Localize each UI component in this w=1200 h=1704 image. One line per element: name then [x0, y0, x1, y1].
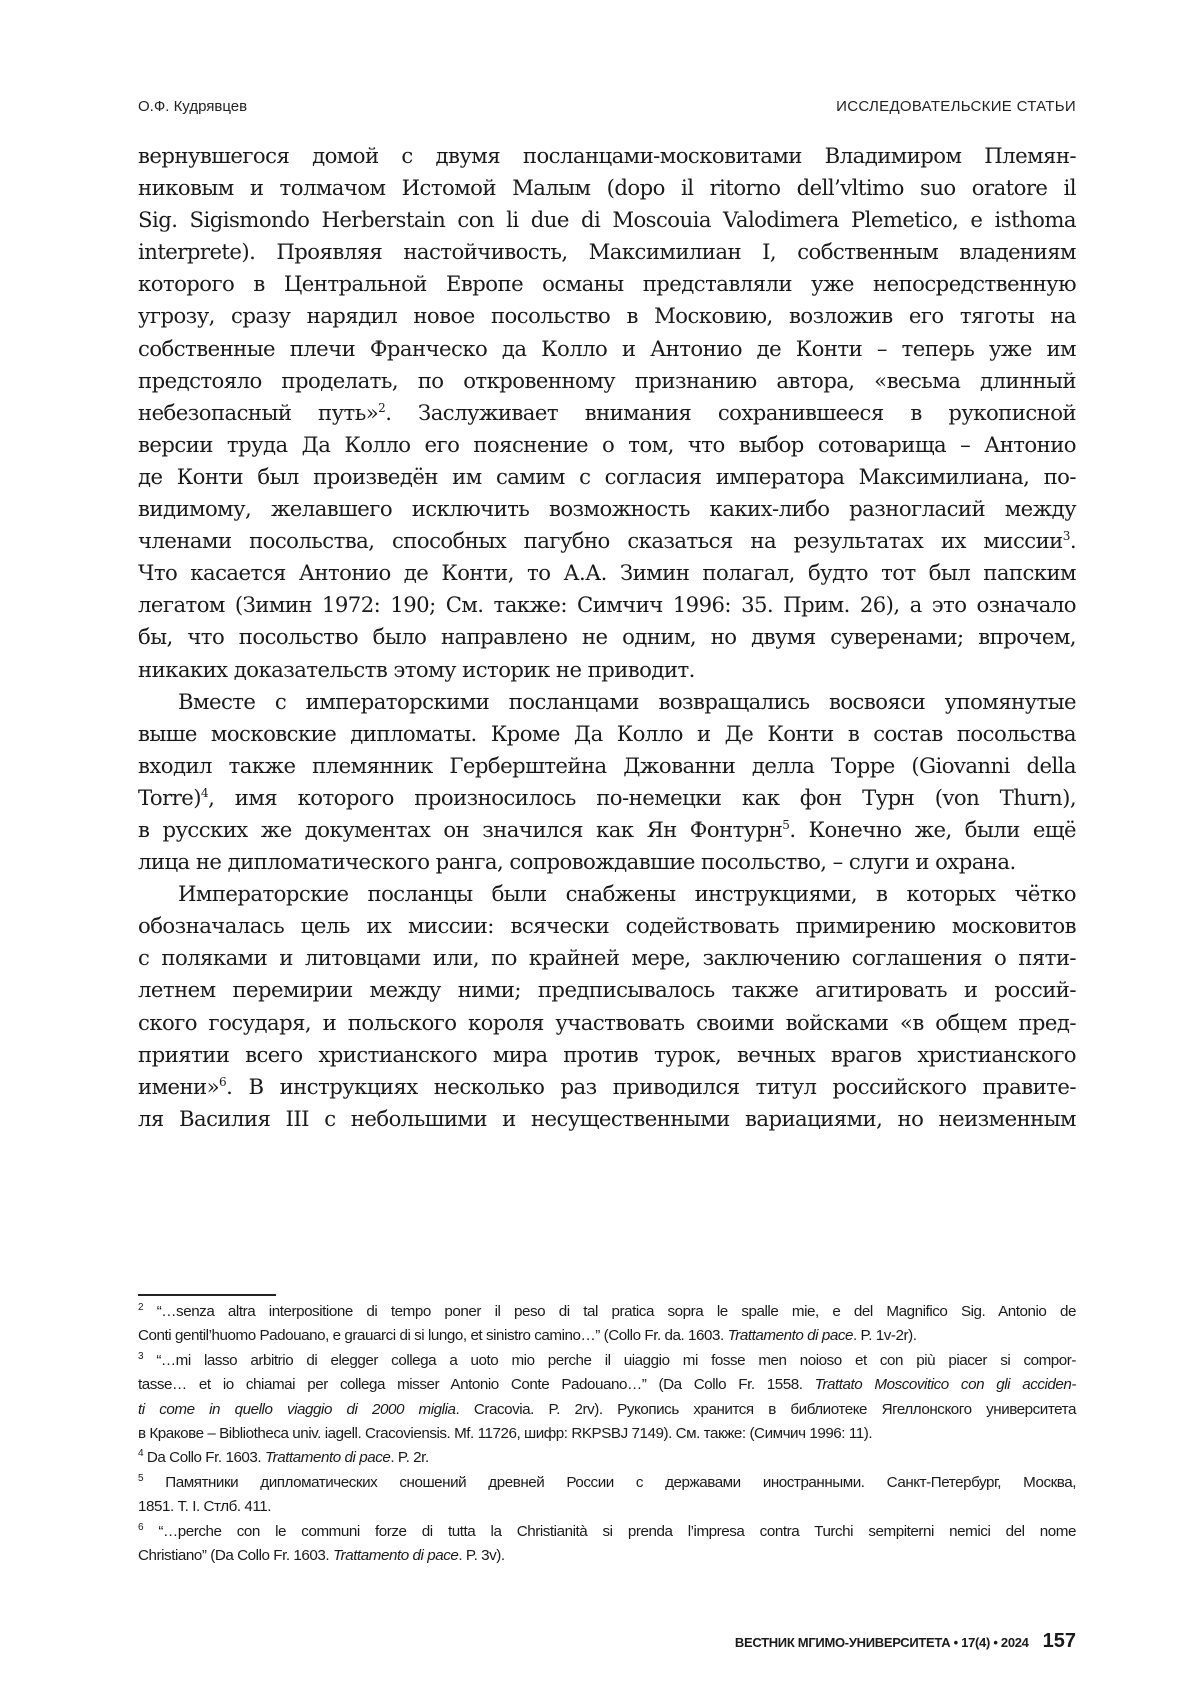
footnotes [138, 1300, 1076, 1568]
text-segment: имени» [138, 1074, 219, 1099]
body-line [138, 718, 1076, 750]
text-segment: “…mi lasso arbitrio di elegger collega a uoto mio perche il uiaggio mi fosse men noioso et con più piacer si compor- [143, 1352, 1076, 1369]
text-segment: никаких доказательств этому историк не приводит. [138, 657, 695, 682]
footnote-ref: 2 [138, 1302, 143, 1313]
text-segment: Императорские посланцы были снабжены инструкциями, в которых чётко [178, 881, 1076, 906]
text-segment: “…senza altra interpositione di tempo poner il peso di tal pratica sopra le spalle mie, e del Magnifico Sig. Antonio de [143, 1303, 1076, 1320]
text-segment: никовым и толмачом Истомой Малым (dopo il ritorno dell’vltimo suo oratore il [138, 175, 1076, 200]
text-segment: версии труда Да Колло его пояснение о том, что выбор сотоварища – Антонио [138, 432, 1076, 457]
text-segment: . В инструкциях несколько раз приводился титул российского правите- [226, 1074, 1076, 1099]
body-line [138, 236, 1076, 268]
body-line [138, 333, 1076, 365]
journal-name: ВЕСТНИК МГИМО-УНИВЕРСИТЕТА • 17(4) • 2024 [735, 1635, 1029, 1650]
body-line [138, 942, 1076, 974]
footnote-line [138, 1373, 1076, 1397]
text-segment: видимому, желавшего исключить возможность каких-либо разногласий между [138, 496, 1076, 521]
footnote-line [138, 1398, 1076, 1422]
text-segment: выше московские дипломаты. Кроме Да Колло и Де Конти в состав посольства [138, 721, 1076, 746]
page-number: 157 [1043, 1630, 1076, 1653]
footnote-ref: 4 [201, 786, 208, 800]
footnote-ref: 5 [138, 1473, 143, 1484]
text-segment: в русских же документах он значился как Ян Фонтурн [138, 817, 782, 842]
text-segment: . Cracovia. P. 2rv). Рукопись хранится в библиотеке Ягеллонского университета [456, 1401, 1077, 1418]
body-line [138, 814, 1076, 846]
text-segment: interprete). Проявляя настойчивость, Максимилиан I, собственным владениям [138, 239, 1076, 264]
text-segment: . P. 3v). [458, 1547, 504, 1564]
body-line [138, 846, 1076, 878]
body-line [138, 300, 1076, 332]
footnote-line [138, 1324, 1076, 1348]
footnote-line [138, 1544, 1076, 1568]
text-segment: . [1070, 528, 1076, 553]
text-segment: в Кракове – Bibliotheca univ. iagell. Cracoviensis. Mf. 11726, шифр: RKPSBJ 7149). См. также: (Симчич 1996: 11). [138, 1425, 872, 1442]
text-segment: ля Василия III с небольшими и несущественными вариациями, но неизменным [138, 1106, 1076, 1131]
running-header-author: О.Ф. Кудрявцев [138, 98, 247, 115]
body-line [138, 621, 1076, 653]
footnote-ref: 5 [782, 818, 789, 832]
page-footer [735, 1630, 1076, 1653]
footnote-divider [138, 1294, 276, 1296]
text-segment: членами посольства, способных пагубно сказаться на результатах их миссии [138, 528, 1063, 553]
footnote-ref: 6 [138, 1521, 143, 1532]
body-line [138, 172, 1076, 204]
text-segment: приятии всего христианского мира против турок, вечных врагов христианского [138, 1042, 1076, 1067]
body-line [138, 1103, 1076, 1135]
body-line [138, 140, 1076, 172]
body-line [138, 204, 1076, 236]
body-line [138, 525, 1076, 557]
text-segment: Trattato Moscovitico con gli acciden- [815, 1376, 1076, 1393]
text-segment: угрозу, сразу нарядил новое посольство в Московию, возложив его тяготы на [138, 303, 1076, 328]
text-segment: Sig. Sigismondo Herberstain con li due di Moscouia Valodimera Plemetico, e isthoma [138, 207, 1076, 232]
text-segment: Conti gentil’huomo Padouano, e grauarci di si lungo, et sinistro camino…” (Collo Fr. da. 1603. [138, 1327, 728, 1344]
footnote-line [138, 1495, 1076, 1519]
text-segment: небезопасный путь» [138, 400, 378, 425]
body-line [138, 429, 1076, 461]
footnote-ref: 4 [138, 1448, 143, 1459]
text-segment: , имя которого произносилось по-немецки как фон Турн (von Thurn), [208, 785, 1076, 810]
footnote-ref: 2 [378, 401, 385, 415]
body-line [138, 782, 1076, 814]
text-segment: летнем перемирии между ними; предписывалось также агитировать и россий- [138, 977, 1076, 1002]
text-segment: предстояло проделать, по откровенному признанию автора, «весьма длинный [138, 368, 1076, 393]
footnote-line [138, 1300, 1076, 1324]
text-segment: Trattamento di pace [728, 1327, 853, 1344]
text-segment: tasse… et io chiamai per collega misser Antonio Conte Padouano…” (Da Collo Fr. 1558. [138, 1376, 815, 1393]
text-segment: Torre) [138, 785, 201, 810]
text-segment: лица не дипломатического ранга, сопровождавшие посольство, – слуги и охрана. [138, 849, 1016, 874]
text-segment: легатом (Зимин 1972: 190; См. также: Симчич 1996: 35. Прим. 26), а это означало [138, 592, 1076, 617]
text-segment: Что касается Антонио де Конти, то А.А. Зимин полагал, будто тот был папским [138, 560, 1076, 585]
text-segment: . P. 2r. [390, 1449, 428, 1466]
footnote-line [138, 1349, 1076, 1373]
footnote-ref: 3 [1063, 529, 1070, 543]
footnote-line [138, 1471, 1076, 1495]
footnote-ref: 3 [138, 1351, 143, 1362]
body-line [138, 461, 1076, 493]
body-line [138, 493, 1076, 525]
body-line [138, 589, 1076, 621]
body-line [138, 365, 1076, 397]
text-segment: . P. 1v-2r). [853, 1327, 917, 1344]
text-segment: 1851. Т. I. Стлб. 411. [138, 1498, 271, 1515]
text-segment: с поляками и литовцами или, по крайней мере, заключению соглашения о пяти- [138, 945, 1076, 970]
body-line [138, 397, 1076, 429]
text-segment: Памятники дипломатических сношений древней России с державами иностранными. Санкт-Петербург, Москва, [143, 1474, 1076, 1491]
text-segment: . Конечно же, были ещё [789, 817, 1076, 842]
text-segment: собственные плечи Франческо да Колло и Антонио де Конти – теперь уже им [138, 336, 1076, 361]
text-segment: “…perche con le communi forze di tutta la Christianità si prenda l’impresa contra Turchi sempiterni nemici del nome [143, 1523, 1076, 1540]
body-line [138, 1007, 1076, 1039]
text-segment: де Конти был произведён им самим с согласия императора Максимилиана, по- [138, 464, 1076, 489]
text-segment: вернувшегося домой с двумя посланцами-московитами Владимиром Племян- [138, 143, 1076, 168]
text-segment: . Заслуживает внимания сохранившееся в рукописной [385, 400, 1076, 425]
text-segment: ti come in quello viaggio di 2000 miglia [138, 1401, 456, 1418]
running-header-section: ИССЛЕДОВАТЕЛЬСКИЕ СТАТЬИ [836, 98, 1076, 115]
body-line [138, 750, 1076, 782]
text-segment: Trattamento di pace [265, 1449, 390, 1466]
text-segment: которого в Центральной Европе османы представляли уже непосредственную [138, 271, 1076, 296]
body-line [138, 1039, 1076, 1071]
body-text [138, 140, 1076, 1135]
footnote-line [138, 1520, 1076, 1544]
text-segment: Вместе с императорскими посланцами возвращались восвояси упомянутые [178, 689, 1076, 714]
body-line [138, 686, 1076, 718]
text-segment: бы, что посольство было направлено не одним, но двумя суверенами; впрочем, [138, 624, 1076, 649]
text-segment: ского государя, и польского короля участвовать своими войсками «в общем пред- [138, 1010, 1076, 1035]
body-line [138, 557, 1076, 589]
footnote-line [138, 1446, 1076, 1470]
body-line [138, 910, 1076, 942]
text-segment: Da Collo Fr. 1603. [143, 1449, 265, 1466]
body-line [138, 654, 1076, 686]
footnote-ref: 6 [219, 1075, 226, 1089]
body-line [138, 974, 1076, 1006]
footnote-line [138, 1422, 1076, 1446]
text-segment: Christiano” (Da Collo Fr. 1603. [138, 1547, 333, 1564]
body-line [138, 878, 1076, 910]
body-line [138, 268, 1076, 300]
text-segment: обозначалась цель их миссии: всячески содействовать примирению московитов [138, 913, 1076, 938]
body-line [138, 1071, 1076, 1103]
text-segment: Trattamento di pace [333, 1547, 458, 1564]
text-segment: входил также племянник Герберштейна Джованни делла Торре (Giovanni della [138, 753, 1076, 778]
